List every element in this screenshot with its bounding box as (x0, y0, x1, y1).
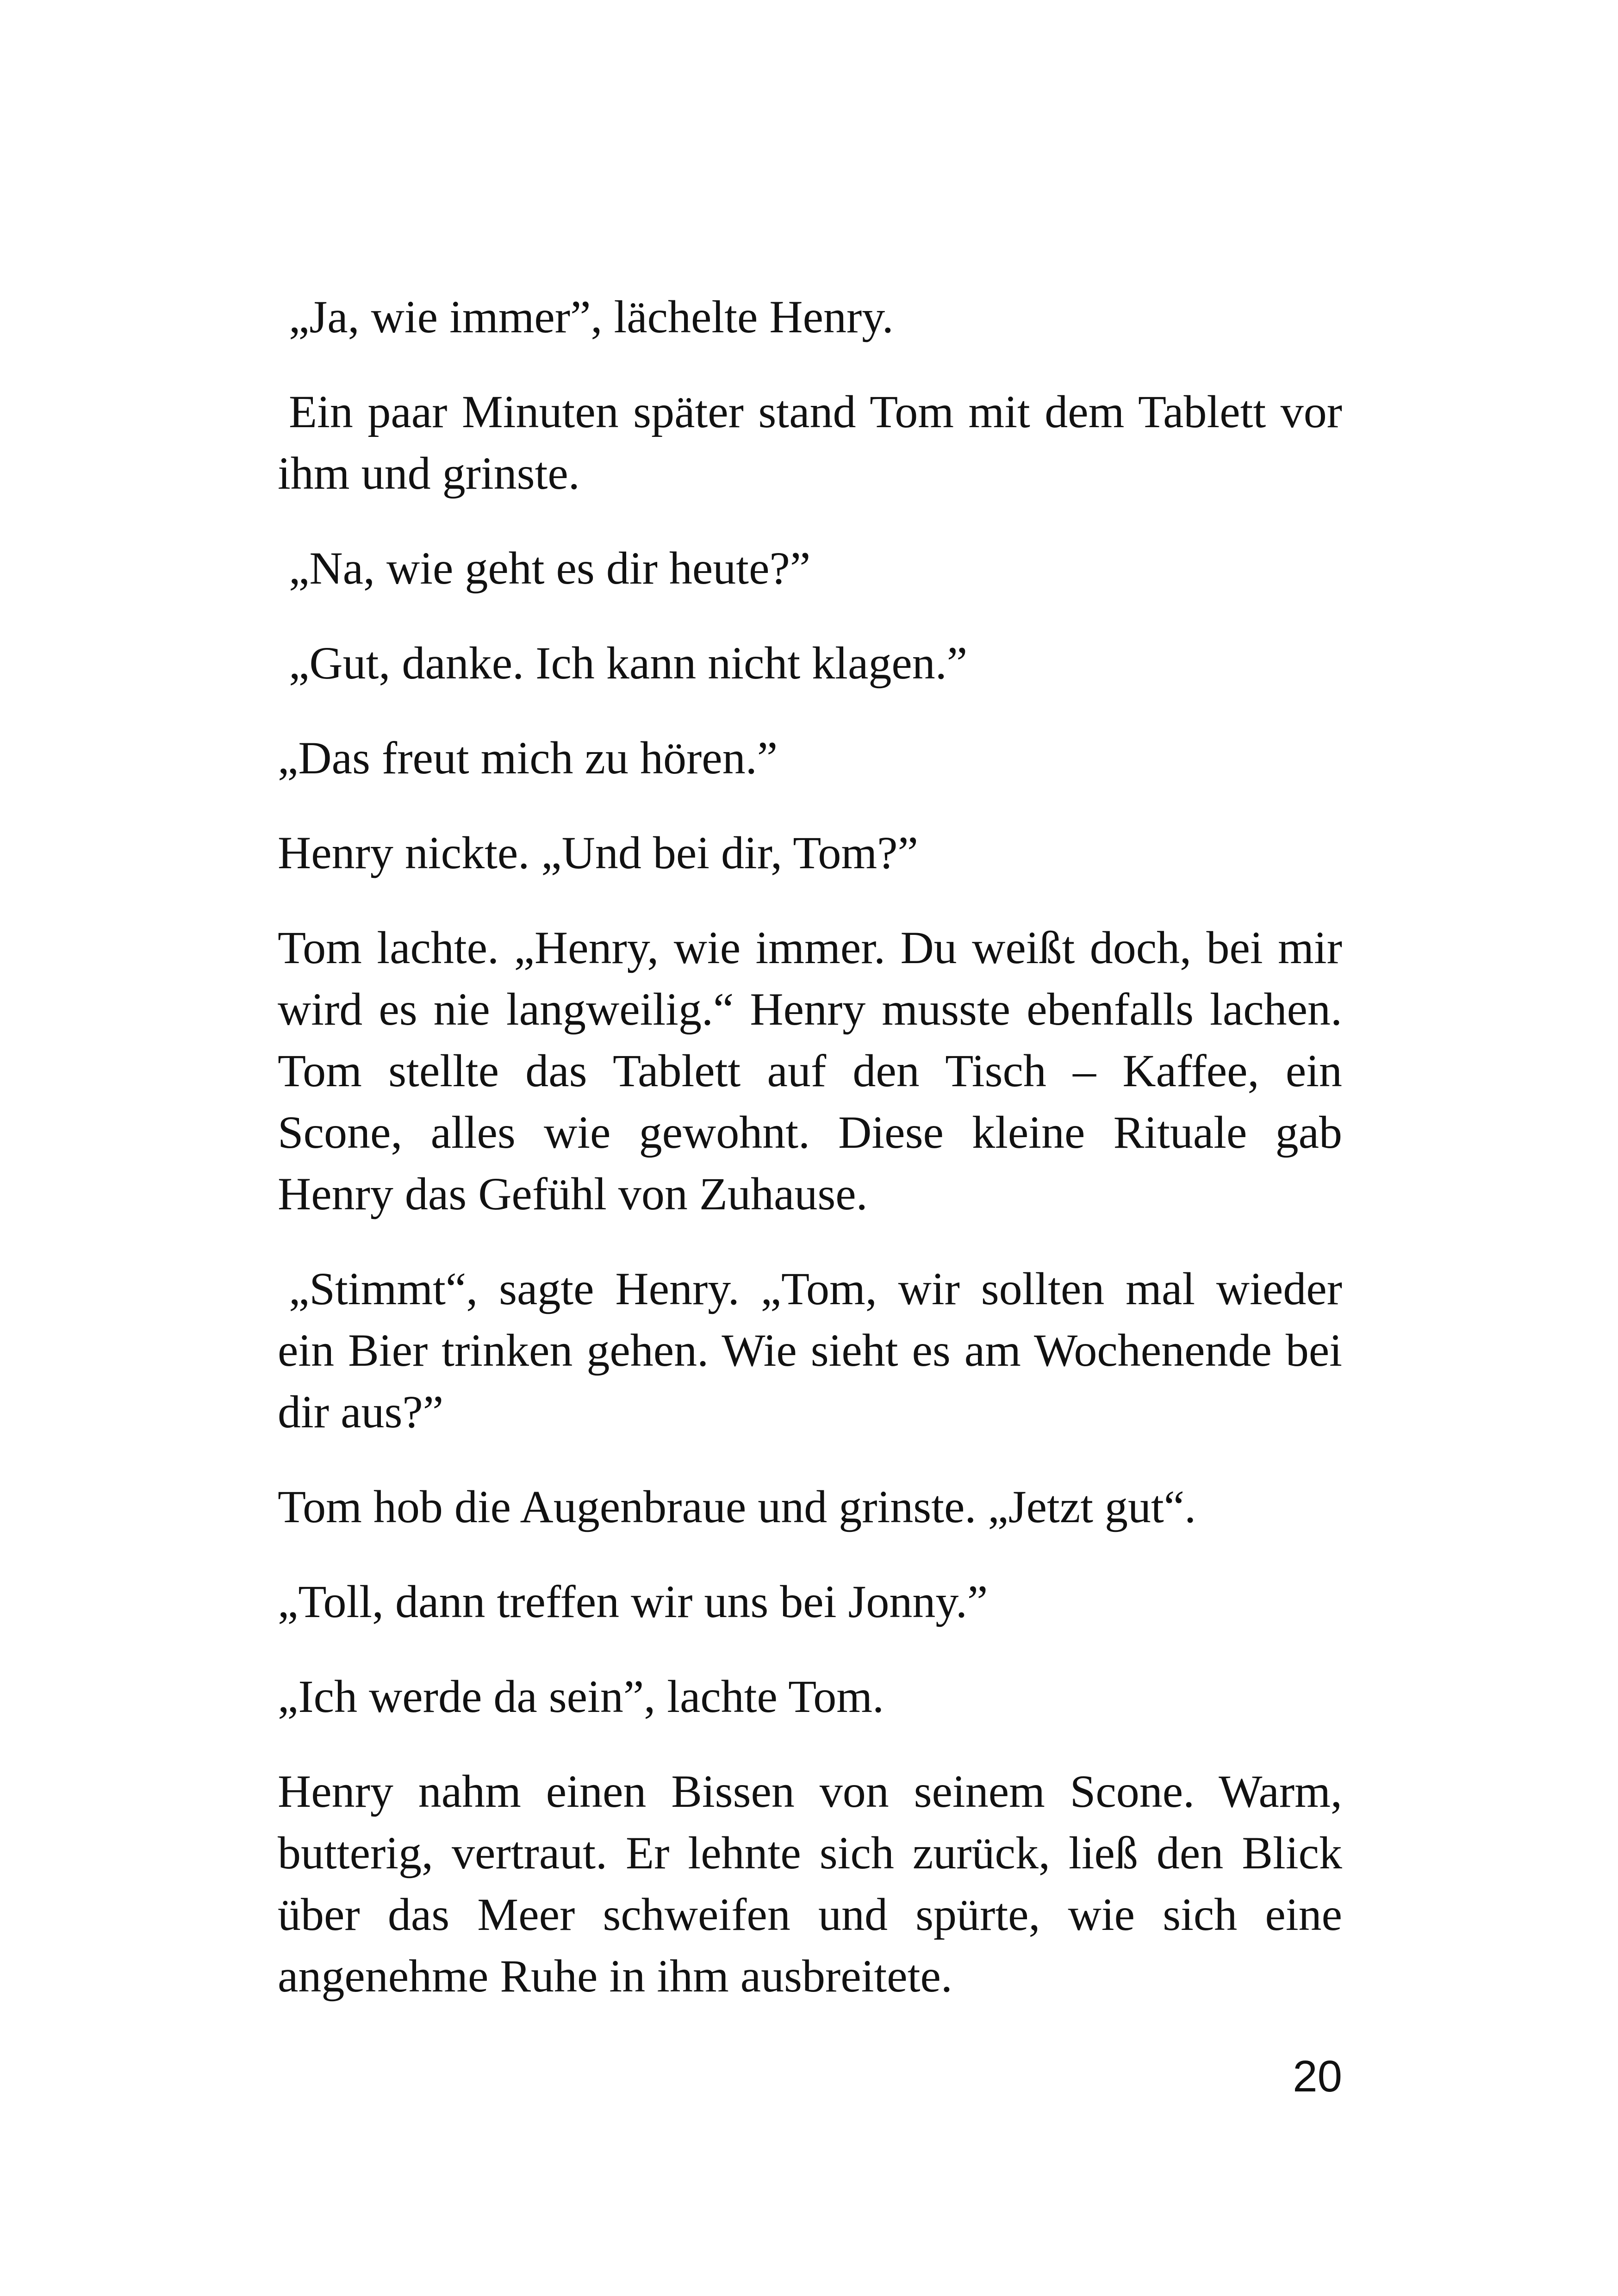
paragraph-11: „Ich werde da sein”, lachte Tom. (278, 1671, 884, 1722)
paragraph-2: Ein paar Minuten später stand Tom mit dem Tablett vor ihm und grinste. (278, 386, 1342, 499)
paragraph-4: „Gut, danke. Ich kann nicht klagen.” (289, 637, 968, 689)
page-number: 20 (1293, 2052, 1342, 2101)
paragraph-9: Tom hob die Augenbraue und grinste. „Jetzt gut“. (278, 1481, 1196, 1532)
paragraph-6: Henry nickte. „Und bei dir, Tom?” (278, 827, 918, 878)
paragraph-7: Tom lachte. „Henry, wie immer. Du weißt doch, bei mir wird es nie langweilig.“ Henry musste ebenfalls lachen. Tom stellte das Tablett auf den Tisch – Kaffee, ein Scone, alles wie gewohnt. Diese kleine Rituale gab Henry das Gefühl von Zuhause. (278, 922, 1342, 1220)
paragraph-12: Henry nahm einen Bissen von seinem Scone. Warm, butterig, vertraut. Er lehnte sich zurück, ließ den Blick über das Meer schweifen und spürte, wie sich eine angenehme Ruhe in ihm ausbreitete. (278, 1766, 1342, 2002)
paragraph-5: „Das freut mich zu hören.” (278, 732, 778, 784)
paragraph-3: „Na, wie geht es dir heute?” (289, 542, 811, 594)
paragraph-8: „Stimmt“, sagte Henry. „Tom, wir sollten mal wieder ein Bier trinken gehen. Wie sieht es am Wochenende bei dir aus?” (278, 1263, 1342, 1437)
body-text (278, 286, 1342, 2040)
paragraph-10: „Toll, dann treffen wir uns bei Jonny.” (278, 1576, 988, 1627)
paragraph-1: „Ja, wie immer”, lächelte Henry. (289, 291, 894, 342)
